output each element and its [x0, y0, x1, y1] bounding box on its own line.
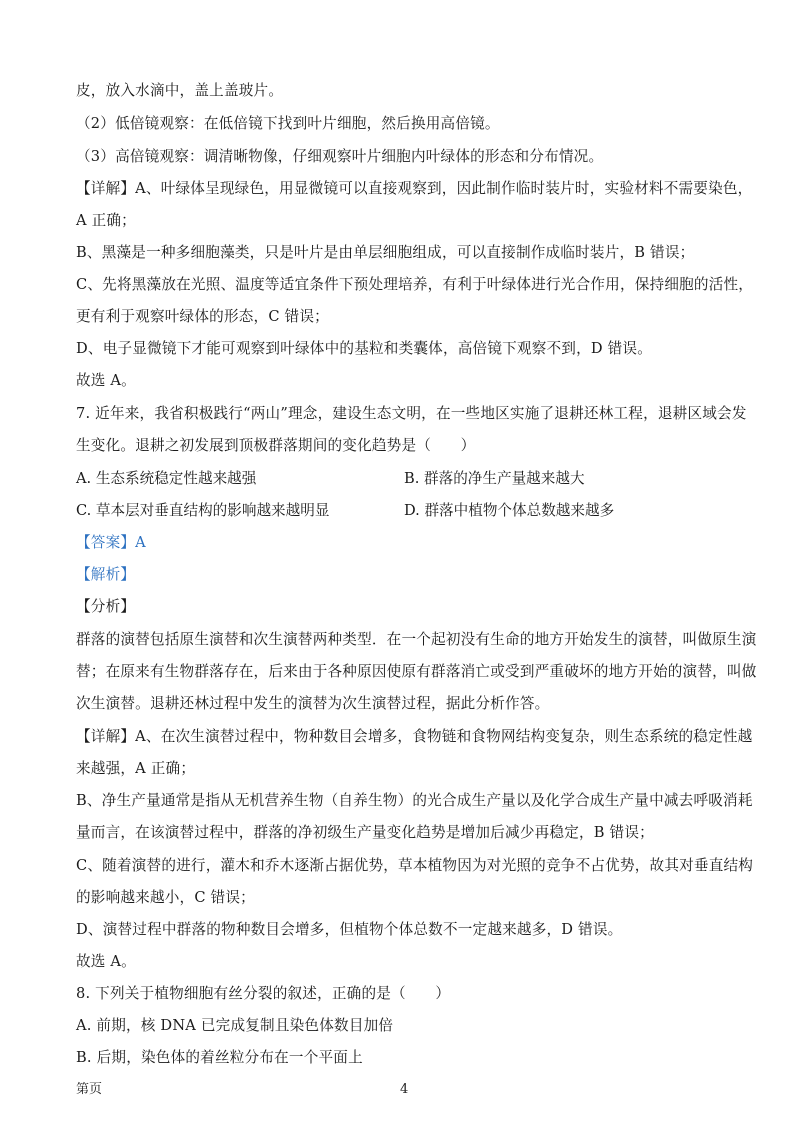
text-line: B、净生产量通常是指从无机营养生物（自养生物）的光合成生产量以及化学合成生产量中减去呼吸消耗 [76, 792, 753, 809]
text-line: 【分析】 [76, 598, 136, 615]
text-line: C、随着演替的进行，灌木和乔木逐渐占据优势，草本植物因为对光照的竞争不占优势，故其对垂直结构 [76, 857, 754, 874]
answer-tag: 【答案】A [76, 534, 146, 551]
text-line: 皮，放入水滴中，盖上盖玻片。 [76, 82, 284, 99]
text-line: D、演替过程中群落的物种数目会增多，但植物个体总数不一定越来越多，D 错误。 [76, 921, 623, 938]
analysis-tag: 【解析】 [76, 566, 136, 583]
text-line: （2）低倍镜观察：在低倍镜下找到叶片细胞，然后换用高倍镜。 [76, 115, 500, 132]
footer-page-number: 4 [400, 1082, 409, 1097]
text-line: 【详解】A、叶绿体呈现绿色，用显微镜可以直接观察到，因此制作临时装片时，实验材料不需要染色， [76, 180, 753, 197]
text-line: 的影响越来越小，C 错误； [76, 889, 255, 906]
text-line: D、电子显微镜下才能可观察到叶绿体中的基粒和类囊体，高倍镜下观察不到，D 错误。 [76, 340, 653, 357]
text-line: 更有利于观察叶绿体的形态，C 错误； [76, 308, 329, 325]
option-d: D. 群落中植物个体总数越来越多 [404, 502, 615, 519]
text-line: 故选 A。 [76, 372, 136, 389]
text-line: （3）高倍镜观察：调清晰物像，仔细观察叶片细胞内叶绿体的形态和分布情况。 [76, 148, 604, 165]
text-line: 来越强，A 正确； [76, 760, 196, 777]
text-line: A 正确； [76, 212, 136, 229]
text-line: 替；在原来有生物群落存在，后来由于各种原因使原有群落消亡或受到严重破坏的地方开始的演替，叫做 [76, 663, 757, 680]
text-line: 次生演替。退耕还林过程中发生的演替为次生演替过程，据此分析作答。 [76, 695, 550, 712]
text-line: 故选 A。 [76, 953, 136, 970]
option-c: C. 草本层对垂直结构的影响越来越明显 [76, 502, 330, 519]
text-line: 【详解】A、在次生演替过程中，物种数目会增多，食物链和食物网结构变复杂，则生态系统的稳定性越 [76, 728, 753, 745]
text-line: 量而言，在该演替过程中，群落的净初级生产量变化趋势是增加后减少再稳定，B 错误； [76, 824, 654, 841]
question-7-stem: 生变化。退耕之初发展到顶极群落期间的变化趋势是（ ） [76, 437, 476, 454]
option-b: B. 后期，染色体的着丝粒分布在一个平面上 [76, 1049, 363, 1066]
option-a: A. 生态系统稳定性越来越强 [76, 470, 257, 487]
text-line: 群落的演替包括原生演替和次生演替两种类型．在一个起初没有生命的地方开始发生的演替，叫做原生演 [76, 631, 757, 648]
question-8-stem: 8. 下列关于植物细胞有丝分裂的叙述，正确的是（ ） [76, 985, 451, 1002]
text-line: C、先将黑藻放在光照、温度等适宜条件下预处理培养，有利于叶绿体进行光合作用，保持细胞的活性， [76, 276, 754, 293]
question-7-stem: 7. 近年来，我省积极践行“两山”理念，建设生态文明，在一些地区实施了退耕还林工程，退耕区域会发 [76, 405, 747, 422]
text-line: B、黑藻是一种多细胞藻类，只是叶片是由单层细胞组成，可以直接制作成临时装片，B 错误； [76, 244, 695, 261]
option-b: B. 群落的净生产量越来越大 [404, 470, 585, 487]
option-a: A. 前期，核 DNA 已完成复制且染色体数目加倍 [76, 1017, 394, 1034]
footer-page-label: 第页 [76, 1082, 103, 1097]
